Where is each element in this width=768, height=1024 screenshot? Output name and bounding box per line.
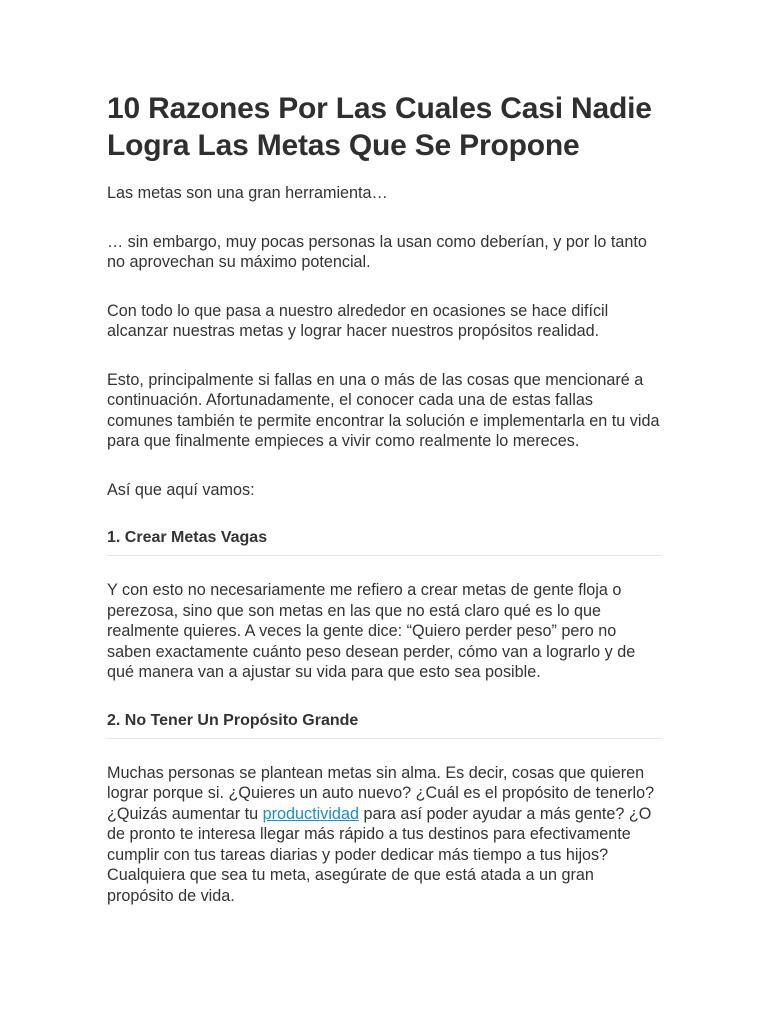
paragraph-5: Así que aquí vamos:: [107, 480, 255, 499]
section-heading-2: 2. No Tener Un Propósito Grande: [107, 711, 662, 739]
section-body-2-text-after: para así poder ayudar a más gente? ¿O de pronto te interesa llegar más rápido a tus destinos para efectivamente cumplir con tus tareas diarias y poder dedicar más tiempo a tus hijos? Cualquiera que sea tu meta, asegúrate de que está atada a un gran propósito de vida.: [107, 804, 652, 905]
section-heading-1: 1. Crear Metas Vagas: [107, 528, 662, 556]
paragraph-3: Con todo lo que pasa a nuestro alrededor en ocasiones se hace difícil alcanzar nuestras metas y lograr hacer nuestros propósitos realidad.: [107, 301, 609, 340]
section-body-2: [107, 763, 662, 907]
paragraph-2: … sin embargo, muy pocas personas la usan como deberían, y por lo tanto no aprovechan su máximo potencial.: [107, 232, 647, 271]
article-title: 10 Razones Por Las Cuales Casi Nadie Logra Las Metas Que Se Propone: [107, 92, 652, 162]
intro-paragraph: Las metas son una gran herramienta…: [107, 184, 388, 202]
paragraph-4: Esto, principalmente si fallas en una o más de las cosas que mencionaré a continuación. Afortunadamente, el conocer cada una de estas fallas comunes también te permite encontrar la solución e implementarla en tu vida para que finalmente empieces a vivir como realmente lo mereces.: [107, 370, 660, 450]
section-body-1: Y con esto no necesariamente me refiero a crear metas de gente floja o perezosa, sino que son metas en las que no está claro qué es lo que realmente quieres. A veces la gente dice: “Quiero perder peso” pero no saben exactamente cuánto peso desean perder, cómo van a lograrlo y de qué manera van a ajustar su vida para que esto sea posible.: [107, 581, 636, 681]
productividad-link[interactable]: productividad: [262, 804, 359, 823]
article-body: [107, 90, 662, 906]
section-body-2-text-before: Muchas personas se plantean metas sin alma. Es decir, cosas que quieren lograr porque si. ¿Quieres un auto nuevo? ¿Cuál es el propósito de tenerlo? ¿Quizás aumentar tu: [107, 763, 655, 823]
